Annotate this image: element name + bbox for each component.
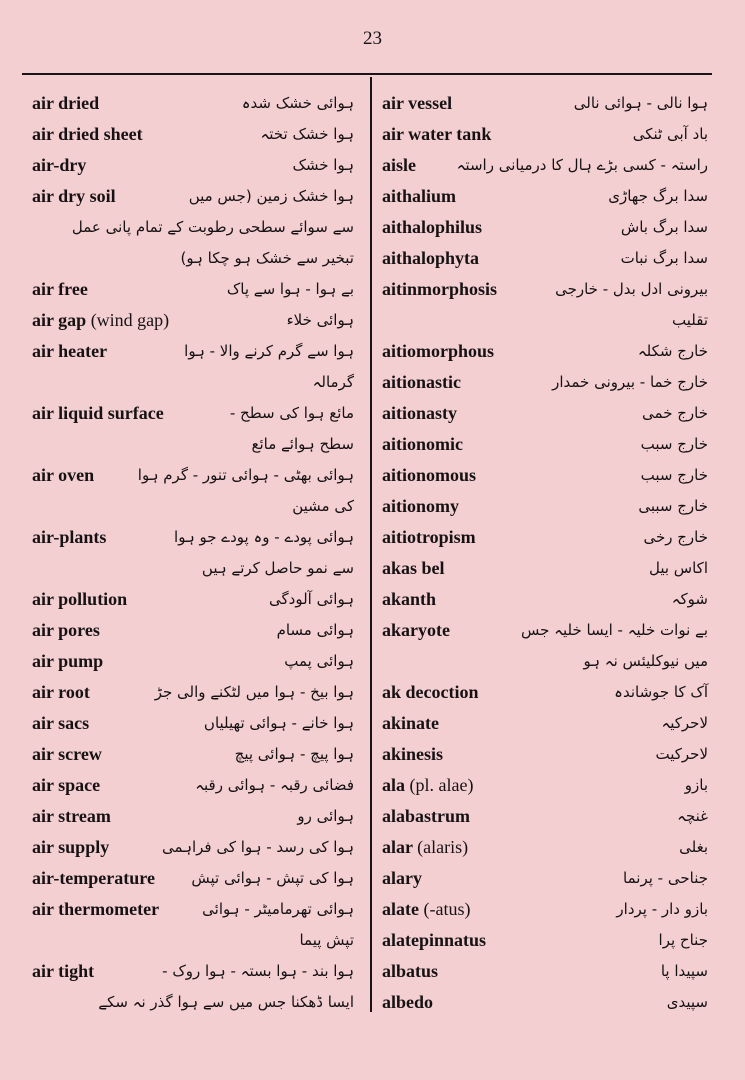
entry-urdu-gloss: ہوائی مسام xyxy=(276,621,354,639)
entry-term-text: air dry soil xyxy=(32,186,116,206)
entry-term-text: ak decoction xyxy=(382,682,479,702)
entry-term xyxy=(382,460,476,491)
entry-urdu-gloss: تقلیب xyxy=(672,311,708,329)
entry-urdu-gloss: سپیدا پا xyxy=(660,962,708,980)
entry-urdu-gloss: اکاس بیل xyxy=(648,559,708,577)
entry-urdu-gloss: فضائی رقبہ - ہوائی رقبہ xyxy=(195,776,354,794)
entry-term-text: aithalophyta xyxy=(382,248,480,268)
dictionary-entry xyxy=(32,708,362,739)
entry-term xyxy=(382,88,452,119)
dictionary-entry xyxy=(382,987,712,1018)
entry-term-text: air sacs xyxy=(32,713,90,733)
entry-term-variant: (wind gap) xyxy=(90,310,170,330)
dictionary-entry xyxy=(32,646,362,677)
dictionary-entry xyxy=(32,491,362,522)
entry-urdu-gloss: ہوا خشک زمین (جس میں xyxy=(188,187,354,205)
entry-urdu-gloss: ہوائی خشک شدہ xyxy=(241,94,354,112)
dictionary-entry xyxy=(32,88,362,119)
dictionary-entry xyxy=(32,956,362,987)
entry-urdu-gloss: تپش پیما xyxy=(299,931,354,949)
entry-term xyxy=(382,677,479,708)
entry-urdu-gloss: لاحرکیہ xyxy=(661,714,708,732)
entry-term-text: air pores xyxy=(32,620,100,640)
entry-term xyxy=(32,615,100,646)
entry-urdu-gloss: سے سوائے سطحی رطوبت کے تمام پانی عمل xyxy=(71,218,354,236)
dictionary-entry xyxy=(32,522,362,553)
entry-term xyxy=(32,739,102,770)
entry-urdu-gloss: خارج سبب xyxy=(640,466,708,484)
entry-term xyxy=(32,150,86,181)
entry-term xyxy=(382,212,482,243)
entry-urdu-gloss: ہوا کی رسد - ہوا کی فراہمی xyxy=(162,838,354,856)
entry-urdu-gloss: بیرونی ادل بدل - خارجی xyxy=(555,280,708,298)
entry-term-text: aitiotropism xyxy=(382,527,476,547)
entry-urdu-gloss: ہوائی پمپ xyxy=(284,652,354,670)
dictionary-entry xyxy=(382,522,712,553)
entry-urdu-gloss: لاحرکیت xyxy=(655,745,708,763)
dictionary-entry xyxy=(382,925,712,956)
entry-urdu-gloss: خارج خما - بیرونی خمدار xyxy=(552,373,708,391)
dictionary-entry xyxy=(32,212,362,243)
entry-term-variant: (pl. alae) xyxy=(409,775,474,795)
entry-term-text: air pump xyxy=(32,651,104,671)
entry-term xyxy=(32,894,159,925)
entry-term xyxy=(32,460,94,491)
page-number: 23 xyxy=(363,28,382,49)
entry-term-text: aitionasty xyxy=(382,403,458,423)
entry-term-text: alar xyxy=(382,837,413,857)
dictionary-entry xyxy=(32,367,362,398)
entry-term xyxy=(382,863,422,894)
entry-term xyxy=(32,801,111,832)
entry-urdu-gloss: ہوا خشک xyxy=(292,156,354,174)
entry-term xyxy=(382,429,463,460)
dictionary-entry xyxy=(32,801,362,832)
entry-term xyxy=(382,584,436,615)
dictionary-entry xyxy=(382,150,712,181)
dictionary-entry xyxy=(382,770,712,801)
dictionary-entry xyxy=(32,770,362,801)
entry-urdu-gloss: سطح ہوائے مائع xyxy=(251,435,354,453)
entry-term-text: air supply xyxy=(32,837,110,857)
entry-term-text: alary xyxy=(382,868,422,888)
entry-term xyxy=(382,553,445,584)
entry-term xyxy=(32,770,100,801)
entry-term xyxy=(32,398,164,429)
entry-urdu-gloss: خارج سبب xyxy=(640,435,708,453)
entry-term xyxy=(32,88,99,119)
entry-term-text: air oven xyxy=(32,465,95,485)
entry-term-text: akaryote xyxy=(382,620,450,640)
dictionary-entry xyxy=(382,274,712,305)
entry-term xyxy=(382,181,456,212)
entry-term xyxy=(32,181,116,212)
dictionary-entry xyxy=(382,460,712,491)
entry-term-text: air dried xyxy=(32,93,100,113)
entry-term-text: aisle xyxy=(382,155,416,175)
dictionary-entry xyxy=(382,956,712,987)
dictionary-entry xyxy=(32,553,362,584)
dictionary-entry xyxy=(382,243,712,274)
entry-urdu-gloss: خارج رخی xyxy=(643,528,708,546)
dictionary-entry xyxy=(32,336,362,367)
entry-term-text: air screw xyxy=(32,744,102,764)
entry-term xyxy=(382,243,479,274)
dictionary-entry xyxy=(32,429,362,460)
dictionary-entry xyxy=(32,243,362,274)
entry-term-text: akanth xyxy=(382,589,437,609)
dictionary-entry xyxy=(32,274,362,305)
dictionary-entry xyxy=(32,925,362,956)
entry-urdu-gloss: ہوا خانے - ہوائی تھیلیاں xyxy=(203,714,354,732)
column-divider xyxy=(370,77,372,1012)
entry-urdu-gloss: سدا برگ نبات xyxy=(620,249,708,267)
entry-term xyxy=(32,584,127,615)
entry-urdu-gloss: ہوا بند - ہوا بستہ - ہوا روک - xyxy=(162,962,354,980)
dictionary-entry xyxy=(382,491,712,522)
entry-term xyxy=(32,677,90,708)
entry-urdu-gloss: ہوائی بھٹی - ہوائی تنور - گرم ہوا xyxy=(137,466,354,484)
entry-urdu-gloss: ہوائی تھرمامیٹر - ہوائی xyxy=(202,900,354,918)
entry-urdu-gloss: خارج سببی xyxy=(638,497,708,515)
entry-urdu-gloss: خارج خمی xyxy=(642,404,708,422)
entry-term-text: alabastrum xyxy=(382,806,471,826)
entry-urdu-gloss: ہوائی پودے - وہ پودے جو ہوا xyxy=(174,528,354,546)
entry-term-text: air thermometer xyxy=(32,899,160,919)
entry-term-text: aitionomic xyxy=(382,434,463,454)
entry-term xyxy=(32,956,94,987)
dictionary-entry xyxy=(32,460,362,491)
dictionary-entry xyxy=(382,677,712,708)
entry-urdu-gloss: بازو دار - پردار xyxy=(616,900,708,918)
entry-term xyxy=(382,274,497,305)
dictionary-entry xyxy=(32,987,362,1018)
dictionary-entry xyxy=(382,739,712,770)
entry-term-text: aithalium xyxy=(382,186,457,206)
entry-urdu-gloss: آک کا جوشاندہ xyxy=(614,683,708,701)
entry-term xyxy=(382,987,433,1018)
dictionary-entry xyxy=(382,212,712,243)
dictionary-entry xyxy=(382,367,712,398)
entry-term-text: aithalophilus xyxy=(382,217,483,237)
entry-term xyxy=(382,398,457,429)
entry-urdu-gloss: ہوا نالی - ہوائی نالی xyxy=(573,94,708,112)
entry-term-text: air pollution xyxy=(32,589,128,609)
entry-urdu-gloss: سدا برگ جھاڑی xyxy=(608,187,708,205)
dictionary-entry xyxy=(382,119,712,150)
dictionary-entry xyxy=(32,739,362,770)
dictionary-entry xyxy=(382,398,712,429)
entry-urdu-gloss: کی مشین xyxy=(292,497,354,515)
entry-term-text: air-dry xyxy=(32,155,87,175)
entry-urdu-gloss: ہوا بیخ - ہوا میں لٹکنے والی جڑ xyxy=(154,683,354,701)
entry-term-text: air free xyxy=(32,279,88,299)
entry-term-text: akinate xyxy=(382,713,440,733)
entry-term xyxy=(32,863,155,894)
entry-urdu-gloss: خارج شکلہ xyxy=(637,342,708,360)
entry-term-text: akas bel xyxy=(382,558,445,578)
entry-term-text: air vessel xyxy=(382,93,453,113)
entry-urdu-gloss: تبخیر سے خشک ہو چکا ہو) xyxy=(180,249,354,267)
entry-urdu-gloss: ہوا کی تپش - ہوائی تپش xyxy=(191,869,354,887)
entry-term-text: air space xyxy=(32,775,101,795)
dictionary-entry xyxy=(32,150,362,181)
entry-term-text: air root xyxy=(32,682,90,702)
entry-urdu-gloss: ہوا پیچ - ہوائی پیچ xyxy=(234,745,354,763)
dictionary-entry xyxy=(382,894,712,925)
entry-urdu-gloss: سپیدی xyxy=(666,993,708,1011)
dictionary-entry xyxy=(382,615,712,646)
dictionary-entry xyxy=(382,305,712,336)
entry-urdu-gloss: ہوائی خلاء xyxy=(286,311,354,329)
entry-term-text: aitionomy xyxy=(382,496,460,516)
entry-term xyxy=(382,801,470,832)
entry-term-text: aitionomous xyxy=(382,465,477,485)
entry-term xyxy=(382,150,416,181)
entry-term-text: air-plants xyxy=(32,527,107,547)
entry-urdu-gloss: میں نیوکلیئس نہ ہو xyxy=(583,652,708,670)
entry-term xyxy=(382,894,470,925)
entry-term xyxy=(32,708,89,739)
entry-term xyxy=(32,274,88,305)
entry-term-text: albedo xyxy=(382,992,434,1012)
entry-urdu-gloss: جناح پرا xyxy=(658,931,708,949)
dictionary-entry xyxy=(32,119,362,150)
entry-term-text: alatepinnatus xyxy=(382,930,487,950)
entry-term-text: air stream xyxy=(32,806,111,826)
entry-urdu-gloss: ہوا سے گرم کرنے والا - ہوا xyxy=(184,342,354,360)
entry-term xyxy=(382,615,450,646)
dictionary-entry xyxy=(32,677,362,708)
entry-term-text: akinesis xyxy=(382,744,444,764)
dictionary-entry xyxy=(382,708,712,739)
entry-urdu-gloss: غنچہ xyxy=(677,807,708,825)
dictionary-entry xyxy=(382,863,712,894)
entry-term xyxy=(382,119,491,150)
entry-term-text: aitinmorphosis xyxy=(382,279,498,299)
dictionary-entry xyxy=(32,305,362,336)
dictionary-entry xyxy=(382,553,712,584)
entry-urdu-gloss: شوکہ xyxy=(671,590,708,608)
dictionary-entry xyxy=(382,336,712,367)
dictionary-entry xyxy=(32,584,362,615)
dictionary-entry xyxy=(382,832,712,863)
entry-term-text: air dried sheet xyxy=(32,124,143,144)
entry-term xyxy=(382,770,473,801)
entry-term xyxy=(382,491,459,522)
dictionary-entry xyxy=(32,863,362,894)
left-column xyxy=(32,88,362,1018)
entry-term-text: ala xyxy=(382,775,406,795)
dictionary-entry xyxy=(382,584,712,615)
dictionary-entry xyxy=(32,398,362,429)
entry-term-variant: (alaris) xyxy=(417,837,469,857)
entry-term xyxy=(32,832,109,863)
right-column xyxy=(382,88,712,1018)
entry-urdu-gloss: مائع ہوا کی سطح - xyxy=(229,404,354,422)
header-rule xyxy=(22,73,712,75)
dictionary-entry xyxy=(382,181,712,212)
entry-term xyxy=(382,367,461,398)
entry-urdu-gloss: سے نمو حاصل کرتے ہیں xyxy=(201,559,354,577)
dictionary-entry xyxy=(32,615,362,646)
entry-urdu-gloss: بے نوات خلیہ - ایسا خلیہ جس xyxy=(521,621,708,639)
entry-term-text: air-temperature xyxy=(32,868,155,888)
entry-urdu-gloss: باد آبی ٹنکی xyxy=(632,125,708,143)
dictionary-entry xyxy=(382,801,712,832)
entry-term-text: albatus xyxy=(382,961,439,981)
entry-urdu-gloss: سدا برگ باش xyxy=(620,218,708,236)
entry-term xyxy=(382,336,494,367)
entry-urdu-gloss: جناحی - پرنما xyxy=(623,869,708,887)
entry-term xyxy=(32,336,107,367)
entry-term-text: air tight xyxy=(32,961,95,981)
entry-urdu-gloss: ایسا ڈھکنا جس میں سے ہوا گذر نہ سکے xyxy=(98,993,354,1011)
entry-urdu-gloss: گرمالہ xyxy=(312,373,354,391)
entry-term xyxy=(382,522,476,553)
entry-term xyxy=(32,119,143,150)
entry-term xyxy=(32,522,106,553)
dictionary-entry xyxy=(32,832,362,863)
entry-term-text: air gap xyxy=(32,310,87,330)
entry-urdu-gloss: بے ہوا - ہوا سے پاک xyxy=(226,280,354,298)
entry-term-text: aitiomorphous xyxy=(382,341,495,361)
dictionary-entry xyxy=(382,429,712,460)
dictionary-entry xyxy=(32,894,362,925)
entry-urdu-gloss: بغلی xyxy=(679,838,708,856)
entry-term xyxy=(382,956,438,987)
entry-urdu-gloss: راستہ - کسی بڑے ہال کا درمیانی راستہ xyxy=(456,156,708,174)
entry-term xyxy=(32,305,169,336)
entry-term-text: aitionastic xyxy=(382,372,461,392)
entry-term xyxy=(382,708,439,739)
entry-term-text: air heater xyxy=(32,341,108,361)
entry-term-text: air water tank xyxy=(382,124,492,144)
entry-urdu-gloss: ہوائی آلودگی xyxy=(269,590,354,608)
dictionary-entry xyxy=(382,88,712,119)
entry-term xyxy=(382,925,486,956)
entry-urdu-gloss: ہوائی رو xyxy=(297,807,354,825)
entry-urdu-gloss: بازو xyxy=(684,776,708,794)
entry-term-text: alate xyxy=(382,899,419,919)
dictionary-entry xyxy=(32,181,362,212)
entry-term xyxy=(382,739,443,770)
entry-term-variant: (-atus) xyxy=(423,899,471,919)
entry-term-text: air liquid surface xyxy=(32,403,164,423)
dictionary-entry xyxy=(382,646,712,677)
entry-term xyxy=(382,832,468,863)
entry-urdu-gloss: ہوا خشک تختہ xyxy=(260,125,354,143)
entry-term xyxy=(32,646,103,677)
